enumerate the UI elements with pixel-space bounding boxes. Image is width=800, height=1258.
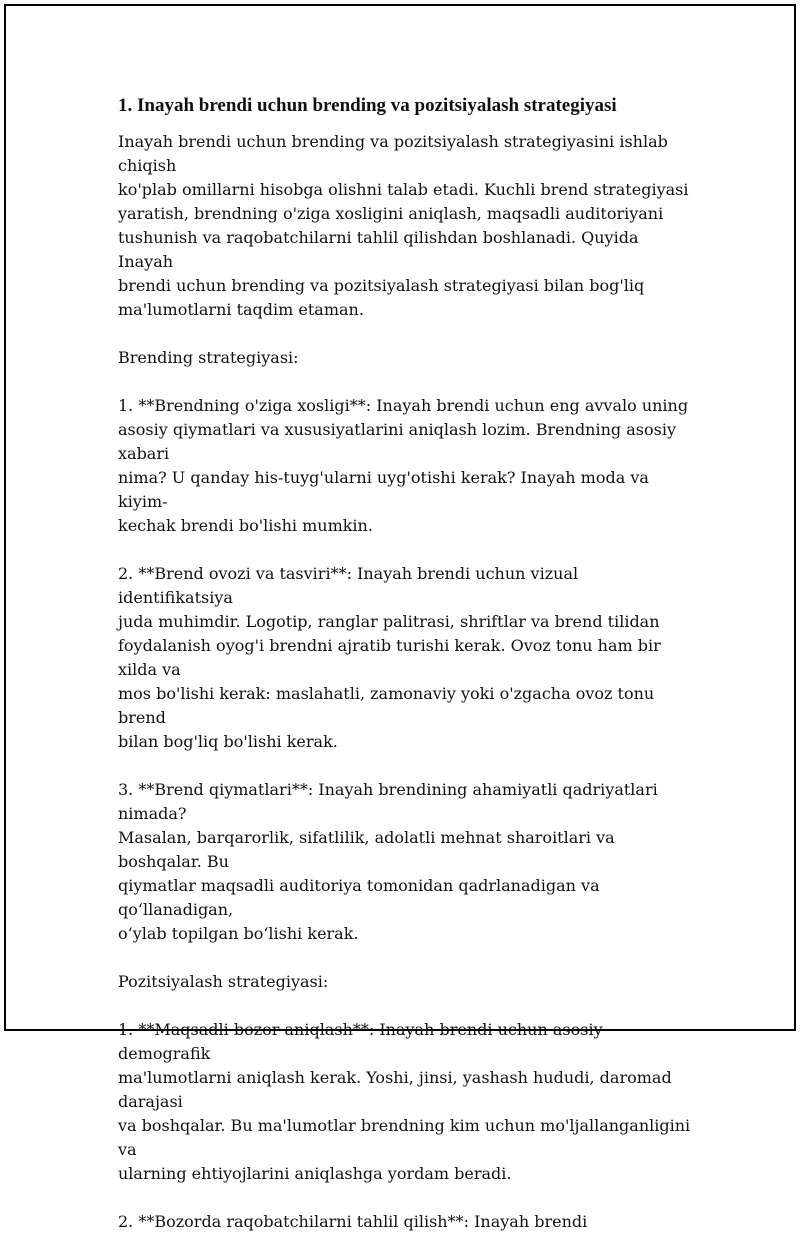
document-body (118, 92, 698, 1258)
document-title: 1. Inayah brendi uchun brending va pozitsiyalash strategiyasi (118, 95, 617, 116)
positioning-item-1: 1. **Maqsadli bozor aniqlash**: Inayah brendi uchun asosiy demografik ma'lumotlarni aniqlash kerak. Yoshi, jinsi, yashash hududi, daromad darajasi va boshqalar. Bu ma'lumotlar brendning kim uchun mo'ljallanganligini va ularning ehtiyojlarini aniqlashga yordam beradi. (118, 1020, 691, 1183)
branding-item-2: 2. **Brend ovozi va tasviri**: Inayah brendi uchun vizual identifikatsiya juda muhimdir. Logotip, ranglar palitrasi, shriftlar va brend tilidan foydalanish oyog'i brendni ajratib turishi kerak. Ovoz tonu ham bir xilda va mos bo'lishi kerak: maslahatli, zamonaviy yoki o'zgacha ovoz tonu brend bilan bog'liq bo'lishi kerak. (118, 564, 661, 751)
branding-item-1: 1. **Brendning o'ziga xosligi**: Inayah brendi uchun eng avvalo uning asosiy qiymatlari va xususiyatlarini aniqlash lozim. Brendning asosiy xabari nima? U qanday his-tuyg'ularni uyg'otishi kerak? Inayah moda va kiyim- kechak brendi bo'lishi mumkin. (118, 396, 689, 535)
section-heading-branding: Brending strategiyasi: (118, 348, 299, 367)
branding-item-3: 3. **Brend qiymatlari**: Inayah brendining ahamiyatli qadriyatlari nimada? Masalan, barqarorlik, sifatlilik, adolatli mehnat sharoitlari va boshqalar. Bu qiymatlar maqsadli auditoriya tomonidan qadrlanadigan va qo‘llanadigan, o‘ylab topilgan bo‘lishi kerak. (118, 780, 658, 943)
section-heading-positioning: Pozitsiyalash strategiyasi: (118, 972, 329, 991)
intro-paragraph: Inayah brendi uchun brending va pozitsiyalash strategiyasini ishlab chiqish ko'plab omillarni hisobga olishni talab etadi. Kuchli brend strategiyasi yaratish, brendning o'ziga xosligini aniqlash, maqsadli auditoriyani tushunish va raqobatchilarni tahlil qilishdan boshlanadi. Quyida Inayah brendi uchun brending va pozitsiyalash strategiyasi bilan bog'liq ma'lumotlarni taqdim etaman. (118, 132, 689, 319)
positioning-item-2: 2. **Bozorda raqobatchilarni tahlil qilish**: Inayah brendi (118, 1212, 588, 1231)
